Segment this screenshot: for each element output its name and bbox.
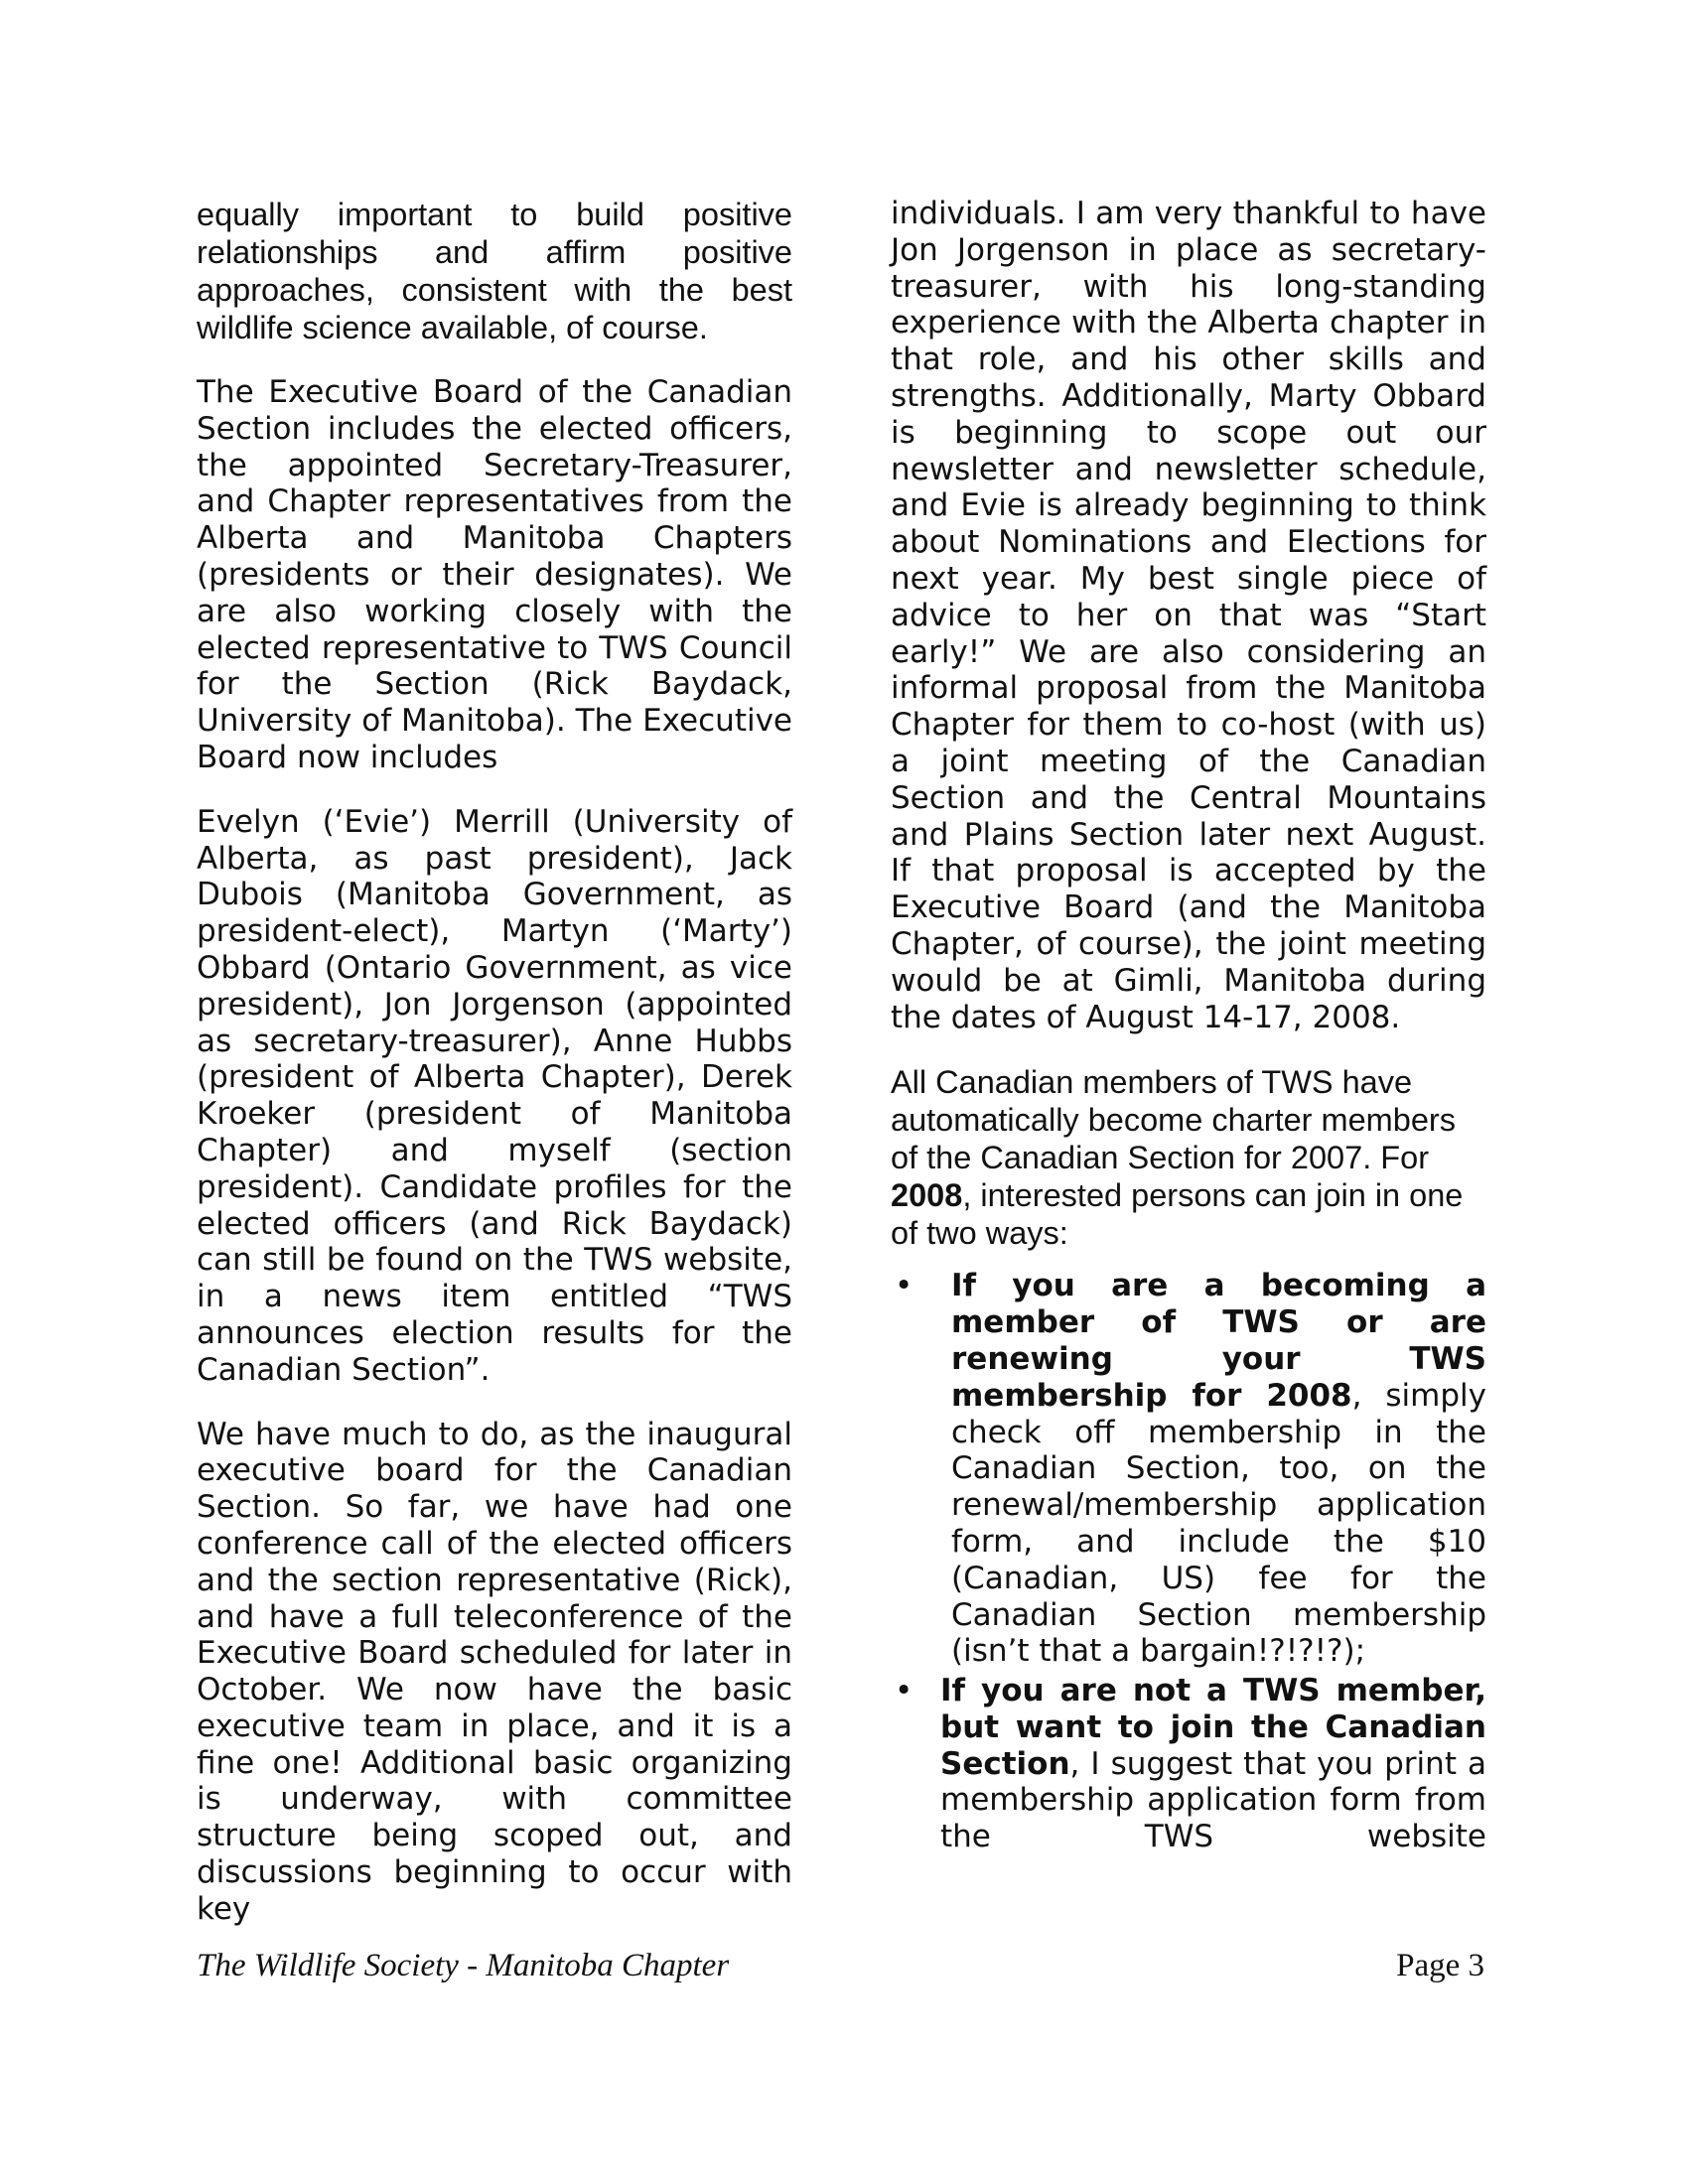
right-column bbox=[891, 196, 1486, 1858]
left-paragraph-2: The Executive Board of the Canadian Section includes the elected officers, the appointed Secretary-Treasurer, and Chapter representatives from the Alberta and Manitoba Chapters (presidents or their designates). We are also working closely with the elected representative to TWS Council for the Section (Rick Baydack, University of Manitoba). The Executive Board now includes bbox=[197, 374, 793, 775]
join-options-list bbox=[891, 1268, 1486, 1855]
left-paragraph-3: Evelyn (‘Evie’) Merrill (University of Alberta, as past president), Jack Dubois (Manitoba Government, as president-elect), Martyn (‘Marty’) Obbard (Ontario Government, as vice president), Jon Jorgenson (appointed as secretary-treasurer), Anne Hubbs (president of Alberta Chapter), Derek Kroeker (president of Manitoba Chapter) and myself (section president). Candidate profiles for the elected officers (and Rick Baydack) can still be found on the TWS website, in a news item entitled “TWS announces election results for the Canadian Section”. bbox=[197, 803, 792, 1388]
join-option-new-text: , I suggest that you print a membership application form from the TWS website bbox=[940, 1745, 1486, 1855]
year-2008-bold: 2008 bbox=[891, 1177, 963, 1214]
bullet-icon: • bbox=[895, 1268, 914, 1304]
left-paragraph-1: equally important to build positive relationships and affirm positive approaches, consistent with the best wildlife science available, of course. bbox=[197, 197, 792, 345]
right-paragraph-2 bbox=[891, 1063, 1486, 1252]
join-option-renew-text: , simply check off membership in the Canadian Section, too, on the renewal/membership application form, and include the $10 (Canadian, US) fee for the Canadian Section membership (isn’t that a bargain!?!?!?); bbox=[951, 1377, 1486, 1670]
footer-page-number: Page 3 bbox=[1396, 1948, 1484, 1983]
right-paragraph-1: individuals. I am very thankful to have Jon Jorgenson in place as secretary-treasurer, with his long-standing experience with the Alberta chapter in that role, and his other skills and strengths. Additionally, Marty Obbard is beginning to scope out our newsletter and newsletter schedule, and Evie is already beginning to think about Nominations and Elections for next year. My best single piece of advice to her on that was “Start early!” We are also considering an informal proposal from the Manitoba Chapter for them to co-host (with us) a joint meeting of the Canadian Section and the Central Mountains and Plains Section later next August. If that proposal is accepted by the Executive Board (and the Manitoba Chapter, of course), the joint meeting would be at Gimli, Manitoba during the dates of August 14-17, 2008. bbox=[891, 196, 1486, 1035]
right-paragraph-2-text-end: , interested persons can join in one of two ways: bbox=[891, 1177, 1464, 1252]
left-column bbox=[197, 196, 792, 1928]
join-option-renew bbox=[891, 1268, 1486, 1670]
bullet-icon: • bbox=[895, 1673, 914, 1709]
right-paragraph-2-text: All Canadian members of TWS have automatically become charter members of the Canadian Section for 2007. For bbox=[891, 1064, 1456, 1176]
join-option-new bbox=[891, 1673, 1486, 1855]
join-option-renew-bold: If you are a becoming a member of TWS or are renewing your TWS membership for 2008 bbox=[951, 1268, 1486, 1414]
left-paragraph-4: We have much to do, as the inaugural executive board for the Canadian Section. So far, we have had one conference call of the elected officers and the section representative (Rick), and have a full teleconference of the Executive Board scheduled for later in October. We now have the basic executive team in place, and it is a fine one! Additional basic organizing is underway, with committee structure being scoped out, and discussions beginning to occur with key bbox=[197, 1416, 792, 1927]
footer-publication-title: The Wildlife Society - Manitoba Chapter bbox=[197, 1948, 730, 1983]
join-option-new-bold: If you are not a TWS member, but want to join the Canadian Section bbox=[940, 1673, 1486, 1782]
